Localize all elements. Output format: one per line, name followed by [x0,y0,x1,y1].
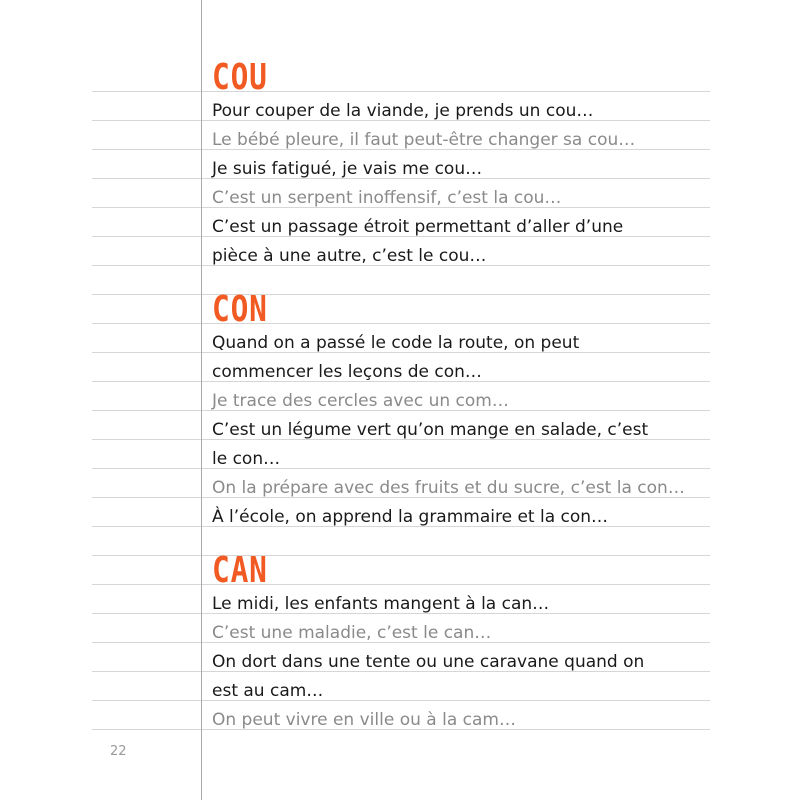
section-heading-cou: COU [212,57,268,98]
section-heading-can: CAN [212,550,268,591]
text-line: le con… [212,449,281,469]
text-line: Le bébé pleure, il faut peut-être changer sa cou… [212,130,636,150]
text-line: C’est un légume vert qu’on mange en salade, c’est [212,420,649,440]
section-heading-con: CON [212,289,268,330]
text-line: C’est une maladie, c’est le can… [212,623,492,643]
ruled-line [92,294,710,295]
text-line: Je suis fatigué, je vais me cou… [212,159,483,179]
text-line: On dort dans une tente ou une caravane quand on [212,652,645,672]
text-line: commencer les leçons de con… [212,362,482,382]
text-line: Pour couper de la viande, je prends un cou… [212,101,594,121]
text-line: On peut vivre en ville ou à la cam… [212,710,516,730]
margin-line [201,0,202,800]
text-line: Le midi, les enfants mangent à la can… [212,594,550,614]
text-line: À l’école, on apprend la grammaire et la con… [212,507,609,527]
text-line: On la prépare avec des fruits et du sucre, c’est la con… [212,478,685,498]
text-line: C’est un serpent inoffensif, c’est la cou… [212,188,562,208]
text-line: C’est un passage étroit permettant d’aller d’une [212,217,624,237]
ruled-line [92,91,710,92]
text-line: pièce à une autre, c’est le cou… [212,246,487,266]
ruled-line [92,584,710,585]
text-line: Quand on a passé le code la route, on peut [212,333,580,353]
ruled-line [92,323,710,324]
ruled-line [92,700,710,701]
ruled-line [92,555,710,556]
text-line: est au cam… [212,681,324,701]
ruled-line [92,468,710,469]
text-line: Je trace des cercles avec un com… [212,391,509,411]
page-number: 22 [110,744,127,759]
